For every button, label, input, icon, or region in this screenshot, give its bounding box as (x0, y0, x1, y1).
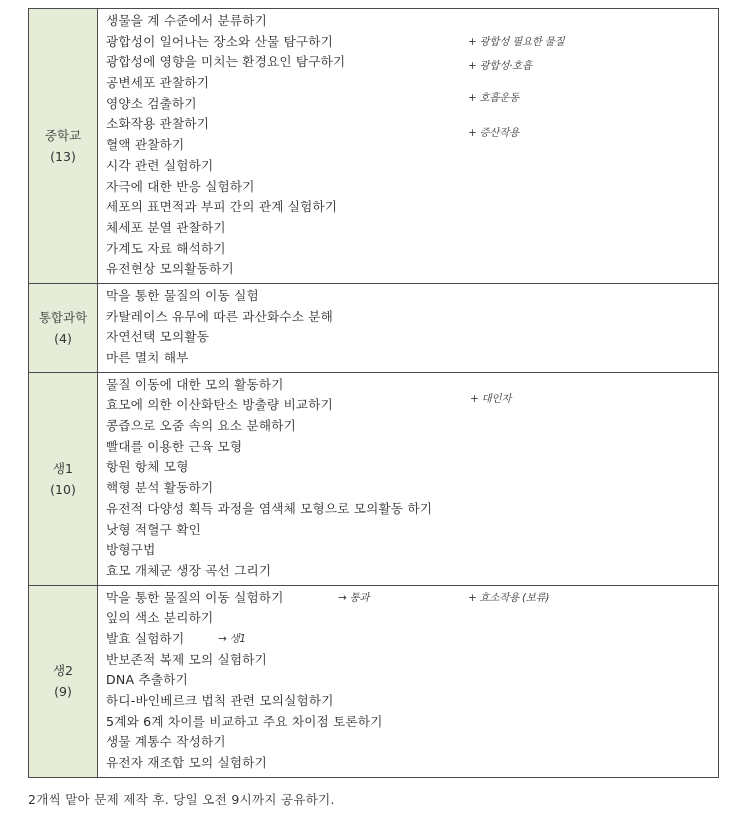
activity-item (98, 286, 718, 307)
activity-item (98, 540, 718, 561)
activity-text: 영양소 검출하기 (106, 95, 197, 111)
section-count: (9) (54, 684, 72, 700)
section-count: (4) (54, 330, 72, 346)
activity-list (98, 283, 719, 372)
activity-item (98, 732, 718, 753)
activity-text: 자연선택 모의활동 (106, 329, 210, 345)
handwritten-note: + 광합성·호흡 (468, 60, 532, 73)
activity-text: 발효 실험하기 (106, 630, 185, 646)
activity-text: 잎의 색소 분리하기 (106, 610, 214, 626)
section-name: 생1 (52, 460, 74, 476)
activity-item (98, 608, 718, 629)
activity-text: 유전자 재조합 모의 실험하기 (106, 755, 267, 771)
activity-item (98, 457, 718, 478)
activity-text: 혈액 관찰하기 (106, 137, 185, 153)
activity-text: 마른 멸치 해부 (106, 350, 189, 365)
section-row-middle-school (29, 9, 719, 284)
section-count: (13) (50, 148, 76, 164)
activity-text: 광합성이 일어나는 장소와 산물 탐구하기 (106, 33, 334, 49)
handwritten-note: + 효소작용 (보류) (468, 591, 550, 604)
activity-item (98, 416, 718, 437)
section-row-biology-2 (29, 585, 719, 777)
activity-item (98, 395, 718, 416)
section-label (29, 372, 98, 585)
activity-item (98, 375, 718, 396)
activity-text: 방형구법 (106, 542, 156, 558)
activity-text: 카탈레이스 유무에 따른 과산화수소 분해 (106, 308, 334, 324)
activity-item (98, 437, 718, 458)
activity-item (98, 561, 718, 582)
activity-text: 낫형 적혈구 확인 (106, 521, 201, 537)
activity-item (98, 307, 718, 328)
handwritten-note: + 호흡운동 (468, 91, 519, 104)
activity-text: 효모 개체군 생장 곡선 그리기 (106, 562, 272, 578)
activity-item (98, 156, 718, 177)
activity-item (98, 520, 718, 541)
activity-text: 막을 통한 물질의 이동 실험하기 (106, 589, 284, 605)
section-row-biology-1 (29, 372, 719, 585)
section-name: 통합과학 (38, 309, 88, 325)
activity-text: 막을 통한 물질의 이동 실험 (106, 287, 259, 303)
activity-item (98, 91, 718, 115)
activity-text: 빨대를 이용한 근육 모형 (106, 438, 243, 454)
activity-text: 자극에 대한 반응 실험하기 (106, 178, 255, 194)
activity-text: 생물 계통수 작성하기 (106, 734, 226, 750)
section-name: 생2 (52, 663, 74, 679)
activity-item (98, 670, 718, 691)
activity-item (98, 629, 718, 650)
handwritten-note: → 생1 (218, 632, 246, 645)
activity-item (98, 327, 718, 348)
experiment-list-table (28, 8, 719, 778)
activity-text: 공변세포 관찰하기 (106, 75, 210, 91)
activity-text: 항원 항체 모형 (106, 459, 189, 475)
activity-text: 핵형 분석 활동하기 (106, 480, 214, 496)
footer-instruction: 2개씩 맡아 문제 제작 후. 당일 오전 9시까지 공유하기. (28, 792, 335, 807)
activity-item (98, 712, 718, 733)
section-label (29, 9, 98, 284)
activity-text: 물질 이동에 대한 모의 활동하기 (106, 376, 284, 392)
activity-item (98, 32, 718, 53)
section-count: (10) (50, 481, 76, 497)
activity-item (98, 73, 718, 94)
activity-text: 효모에 의한 이산화탄소 방출량 비교하기 (106, 397, 334, 413)
activity-item (98, 218, 718, 239)
handwritten-note: + 대인자 (470, 393, 512, 406)
activity-item (98, 177, 718, 198)
activity-list (98, 585, 719, 777)
activity-text: 5계와 6계 차이를 비교하고 주요 차이점 토론하기 (106, 713, 383, 729)
activity-text: 생물을 계 수준에서 분류하기 (106, 13, 267, 28)
activity-text: 시각 관련 실험하기 (106, 157, 214, 173)
activity-item (98, 197, 718, 218)
activity-item (98, 127, 718, 156)
activity-text: 반보존적 복제 모의 실험하기 (106, 651, 267, 667)
activity-item (98, 753, 718, 774)
activity-text: 광합성에 영향을 미치는 환경요인 탐구하기 (106, 54, 346, 70)
activity-list (98, 372, 719, 585)
activity-item (98, 588, 718, 609)
handwritten-note: + 증산작용 (468, 127, 519, 140)
handwritten-note: + 광합성 필요한 물질 (468, 35, 565, 48)
section-name: 중학교 (44, 127, 82, 143)
activity-item (98, 478, 718, 499)
activity-text: 유전현상 모의활동하기 (106, 261, 234, 277)
activity-text: 세포의 표면적과 부피 간의 관계 실험하기 (106, 199, 338, 215)
section-row-integrated-science (29, 283, 719, 372)
activity-text: 하디-바인베르크 법칙 관련 모의실험하기 (106, 693, 334, 708)
activity-item (98, 259, 718, 280)
handwritten-note: → 통과 (338, 591, 370, 604)
activity-item (98, 348, 718, 369)
section-label (29, 283, 98, 372)
activity-item (98, 650, 718, 671)
activity-text: 체세포 분열 관찰하기 (106, 219, 226, 235)
activity-text: 가계도 자료 해석하기 (106, 240, 226, 256)
activity-text: 콩즙으로 오줌 속의 요소 분해하기 (106, 418, 296, 434)
activity-item (98, 52, 718, 73)
activity-text: 소화작용 관찰하기 (106, 116, 210, 132)
activity-item (98, 114, 718, 135)
activity-text: 유전적 다양성 획득 과정을 염색체 모형으로 모의활동 하기 (106, 500, 433, 516)
activity-item (98, 691, 718, 712)
activity-item (98, 239, 718, 260)
activity-text: DNA 추출하기 (106, 672, 188, 688)
activity-list (98, 9, 719, 284)
activity-item (98, 499, 718, 520)
activity-item (98, 11, 718, 32)
section-label (29, 585, 98, 777)
